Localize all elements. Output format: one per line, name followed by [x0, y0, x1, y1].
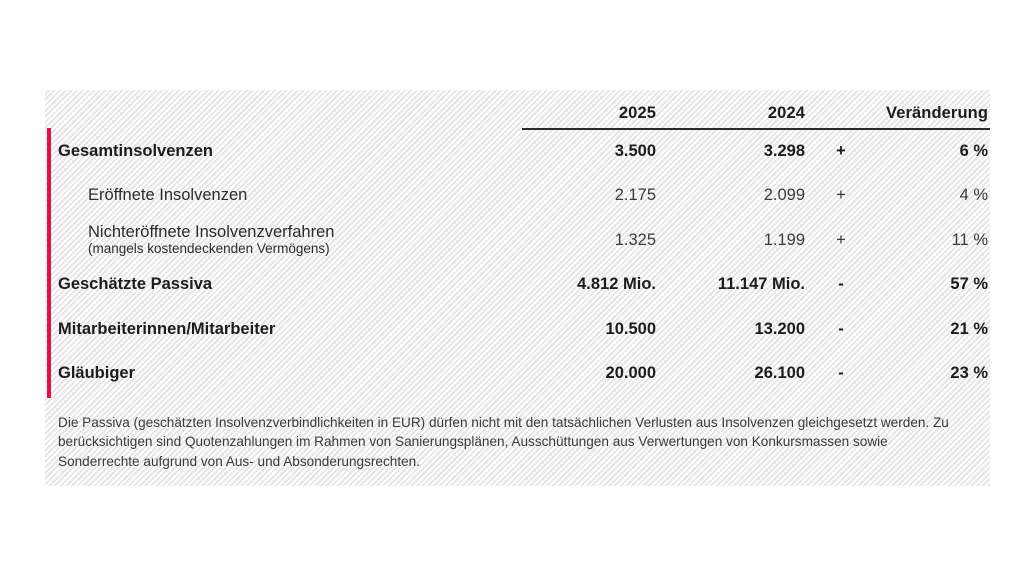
cell-year-2025: 10.500	[605, 319, 656, 338]
table-row	[45, 307, 990, 352]
cell-change-sign: +	[836, 230, 846, 249]
column-header-label	[45, 90, 522, 129]
cell-change-percent: 23 %	[950, 364, 988, 383]
column-header-year-2024: 2024	[667, 90, 819, 129]
row-label-note: (mangels kostendeckenden Vermögens)	[88, 241, 330, 257]
cell-change-sign: -	[838, 364, 844, 383]
cell-year-2024: 3.298	[763, 142, 805, 161]
table-row	[45, 129, 990, 174]
table-header	[45, 90, 990, 129]
row-label-main: Nichteröffnete Insolvenzverfahren	[88, 223, 335, 242]
row-label: Eröffnete Insolvenzen	[88, 186, 248, 205]
cell-year-2024: 26.100	[754, 364, 805, 383]
cell-change-sign: +	[836, 142, 846, 161]
table-row	[45, 263, 990, 308]
cell-year-2024: 11.147 Mio.	[717, 275, 805, 294]
cell-change-percent: 6 %	[959, 142, 988, 161]
row-label	[45, 218, 522, 263]
cell-year-2024: 2.099	[763, 186, 805, 205]
cell-change-percent: 4 %	[959, 186, 988, 205]
cell-year-2025: 4.812 Mio.	[577, 275, 656, 294]
cell-year-2024: 13.200	[754, 319, 805, 338]
cell-change-sign: +	[836, 186, 846, 205]
cell-change-percent: 21 %	[950, 319, 988, 338]
row-label: Mitarbeiterinnen/Mitarbeiter	[58, 319, 276, 338]
statistics-card	[45, 90, 990, 486]
column-header-change: Veränderung	[867, 90, 990, 129]
row-label: Gesamtinsolvenzen	[58, 141, 213, 160]
cell-year-2025: 1.325	[614, 230, 656, 249]
cell-change-sign: -	[838, 275, 844, 294]
cell-change-sign: -	[838, 319, 844, 338]
cell-change-percent: 11 %	[951, 230, 988, 249]
footnote-text: Die Passiva (geschätzten Insolvenzverbindlichkeiten in EUR) dürfen nicht mit den tatsächlichen Verlusten aus Insolvenzen gleichgesetzt werden. Zu berücksichtigen sind Quotenzahlungen im Rahmen von Sanierungsplänen, Ausschüttungen aus Verwertungen von Konkursmassen sowie Sonderrechte aufgrund von Aus- und Absonderungsrechten.	[58, 415, 949, 469]
table-row	[45, 218, 990, 263]
table-header-row	[45, 90, 990, 129]
cell-year-2025: 2.175	[614, 186, 656, 205]
cell-year-2024: 1.199	[763, 230, 805, 249]
row-label: Gläubiger	[58, 364, 136, 383]
table-row	[45, 352, 990, 397]
table-row	[45, 174, 990, 219]
table-body	[45, 129, 990, 396]
column-header-sign-spacer	[819, 90, 867, 129]
footnote	[58, 413, 968, 471]
insolvency-statistics-table	[45, 90, 990, 396]
cell-year-2025: 3.500	[614, 142, 656, 161]
cell-year-2025: 20.000	[605, 364, 656, 383]
column-header-year-2025: 2025	[522, 90, 667, 129]
row-label: Geschätzte Passiva	[58, 275, 213, 294]
cell-change-percent: 57 %	[950, 275, 988, 294]
